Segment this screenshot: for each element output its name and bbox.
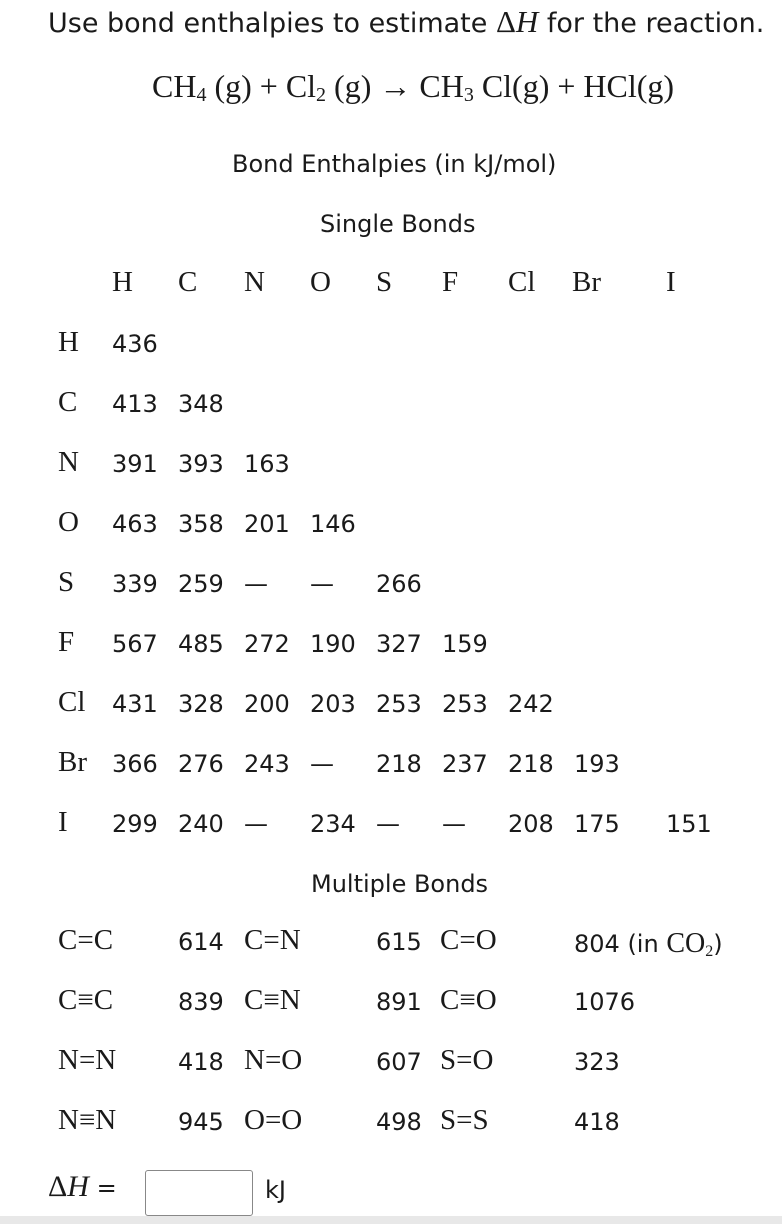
bond-enthalpy-cell: 151 xyxy=(666,810,712,838)
multiple-bond-label: O=O xyxy=(244,1104,303,1136)
multiple-bond-value: 614 xyxy=(178,928,224,956)
multiple-bond-value: 323 xyxy=(574,1048,620,1076)
column-header-s: S xyxy=(376,266,393,298)
bond-enthalpy-cell: 366 xyxy=(112,750,158,778)
bond-enthalpy-cell: 240 xyxy=(178,810,224,838)
bond-enthalpy-cell: 391 xyxy=(112,450,158,478)
multiple-bond-value: 498 xyxy=(376,1108,422,1136)
bond-enthalpy-cell: 208 xyxy=(508,810,554,838)
bond-enthalpy-cell: 253 xyxy=(442,690,488,718)
column-header-i: I xyxy=(666,266,676,298)
bond-enthalpy-cell: 327 xyxy=(376,630,422,658)
bond-enthalpy-cell: 276 xyxy=(178,750,224,778)
question-prompt xyxy=(48,4,764,40)
bond-enthalpy-cell: 299 xyxy=(112,810,158,838)
bond-enthalpy-cell: 234 xyxy=(310,810,356,838)
row-header-n: N xyxy=(58,446,79,478)
delta-h-answer-input[interactable] xyxy=(145,1170,253,1216)
multiple-bond-value: 839 xyxy=(178,988,224,1016)
multiple-bond-label: C≡O xyxy=(440,984,497,1016)
multiple-bond-value: 1076 xyxy=(574,988,636,1016)
bond-enthalpy-cell: 266 xyxy=(376,570,422,598)
column-header-h: H xyxy=(112,266,133,298)
bond-enthalpy-cell: — xyxy=(310,570,334,598)
bond-enthalpy-cell: 339 xyxy=(112,570,158,598)
multiple-bond-label: S=O xyxy=(440,1044,494,1076)
bond-enthalpy-cell: 567 xyxy=(112,630,158,658)
multiple-bond-label: N=O xyxy=(244,1044,303,1076)
bond-enthalpy-cell: 163 xyxy=(244,450,290,478)
multiple-bond-label: N=N xyxy=(58,1044,117,1076)
bond-enthalpy-cell: 358 xyxy=(178,510,224,538)
bond-enthalpy-cell: 237 xyxy=(442,750,488,778)
multiple-bond-value: 615 xyxy=(376,928,422,956)
multiple-bond-value: 418 xyxy=(574,1108,620,1136)
bond-enthalpy-cell: 146 xyxy=(310,510,356,538)
footer-bar xyxy=(0,1216,782,1224)
multiple-bond-label: C=C xyxy=(58,924,114,956)
bond-enthalpy-cell: 272 xyxy=(244,630,290,658)
row-header-f: F xyxy=(58,626,75,658)
delta-h-symbol: ΔH xyxy=(495,4,539,39)
bond-enthalpy-cell: 328 xyxy=(178,690,224,718)
bond-enthalpy-cell: 190 xyxy=(310,630,356,658)
column-header-o: O xyxy=(310,266,331,298)
bond-enthalpy-cell: 175 xyxy=(574,810,620,838)
row-header-s: S xyxy=(58,566,75,598)
bond-enthalpy-cell: 259 xyxy=(178,570,224,598)
bond-enthalpy-cell: 348 xyxy=(178,390,224,418)
answer-unit: kJ xyxy=(265,1176,286,1204)
answer-label: ΔH = xyxy=(48,1170,117,1203)
co2-formula: $CO_2$ xyxy=(666,928,714,960)
multiple-bond-value: 804 (in $CO_2$) xyxy=(574,928,723,960)
multiple-bond-value: 418 xyxy=(178,1048,224,1076)
bond-enthalpy-cell: — xyxy=(244,570,268,598)
bond-enthalpy-cell: 463 xyxy=(112,510,158,538)
bond-enthalpy-cell: — xyxy=(376,810,400,838)
bond-enthalpy-cell: 159 xyxy=(442,630,488,658)
bond-enthalpy-cell: 242 xyxy=(508,690,554,718)
row-header-h: H xyxy=(58,326,79,358)
column-header-cl: Cl xyxy=(508,266,536,298)
row-header-c: C xyxy=(58,386,78,418)
bond-enthalpy-cell: 201 xyxy=(244,510,290,538)
single-bonds-heading: Single Bonds xyxy=(320,210,476,238)
bond-enthalpy-cell: 393 xyxy=(178,450,224,478)
bond-enthalpy-cell: 200 xyxy=(244,690,290,718)
bond-enthalpy-cell: 218 xyxy=(508,750,554,778)
bond-enthalpy-cell: 431 xyxy=(112,690,158,718)
column-header-f: F xyxy=(442,266,459,298)
bond-enthalpy-cell: — xyxy=(442,810,466,838)
reaction-equation: $CH_4$ $(g) + Cl_2$ $(g) \to CH_3$ Cl(g) + HCl(g) xyxy=(152,68,675,106)
column-header-c: C xyxy=(178,266,198,298)
bond-enthalpy-cell: 218 xyxy=(376,750,422,778)
row-header-o: O xyxy=(58,506,79,538)
prompt-text-before: Use bond enthalpies to estimate xyxy=(48,8,496,39)
bond-enthalpy-cell: 253 xyxy=(376,690,422,718)
multiple-bond-value: 607 xyxy=(376,1048,422,1076)
bond-enthalpy-cell: 243 xyxy=(244,750,290,778)
bond-enthalpy-cell: 485 xyxy=(178,630,224,658)
multiple-bond-value: 945 xyxy=(178,1108,224,1136)
bond-enthalpy-cell: 413 xyxy=(112,390,158,418)
multiple-bond-label: S=S xyxy=(440,1104,489,1136)
multiple-bonds-heading: Multiple Bonds xyxy=(311,870,489,898)
multiple-bond-label: C≡C xyxy=(58,984,114,1016)
bond-enthalpy-cell: 436 xyxy=(112,330,158,358)
table-title: Bond Enthalpies (in kJ/mol) xyxy=(232,150,557,178)
multiple-bond-label: N≡N xyxy=(58,1104,117,1136)
bond-enthalpy-cell: — xyxy=(310,750,334,778)
bond-enthalpy-cell: 203 xyxy=(310,690,356,718)
bond-enthalpy-cell: — xyxy=(244,810,268,838)
multiple-bond-value: 891 xyxy=(376,988,422,1016)
prompt-text-after: for the reaction. xyxy=(538,8,765,39)
row-header-br: Br xyxy=(58,746,87,778)
row-header-i: I xyxy=(58,806,68,838)
multiple-bond-label: C=O xyxy=(440,924,497,956)
bond-enthalpy-cell: 193 xyxy=(574,750,620,778)
multiple-bond-label: C=N xyxy=(244,924,301,956)
column-header-br: Br xyxy=(572,266,601,298)
row-header-cl: Cl xyxy=(58,686,86,718)
multiple-bond-label: C≡N xyxy=(244,984,301,1016)
column-header-n: N xyxy=(244,266,265,298)
